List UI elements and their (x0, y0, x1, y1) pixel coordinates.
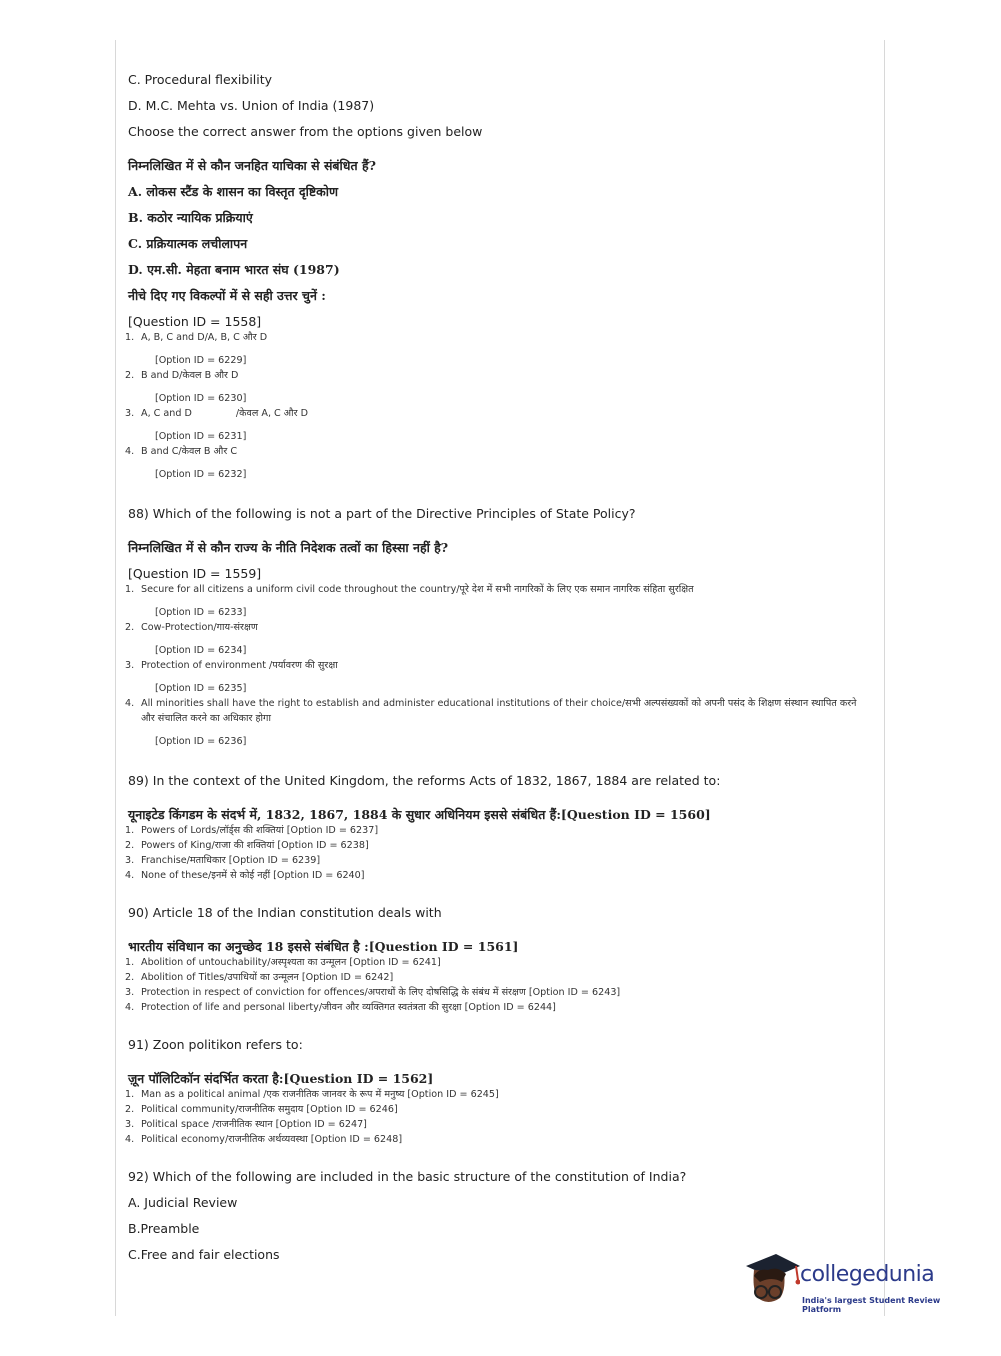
option-id: [Option ID = 6231] (155, 431, 247, 442)
option-id: [Option ID = 6233] (155, 607, 247, 618)
options-list-1562 (125, 1087, 865, 1147)
question-88-hindi: निम्नलिखित में से कौन राज्य के नीति निदेशक तत्वों का हिस्सा नहीं है? (128, 540, 449, 555)
logo-tagline: India's largest Student Review Platform (802, 1296, 941, 1314)
list-item: 3. Protection of environment /पर्यावरण की सुरक्षा [Option ID = 6235] (125, 658, 865, 696)
student-mascot-icon (742, 1246, 800, 1312)
page-border-right (884, 40, 885, 1316)
options-list-1559 (125, 582, 865, 749)
list-item: 1. Man as a political animal /एक राजनीतिक जानवर के रूप में मनुष्य [Option ID = 6245] (125, 1089, 499, 1100)
intro-hindi-d: D. एम.सी. मेहता बनाम भारत संघ (1987) (128, 262, 340, 277)
list-item: 4. None of these/इनमें से कोई नहीं [Option ID = 6240] (125, 870, 365, 881)
page-border-left (115, 40, 116, 1316)
question-92-b: B.Preamble (128, 1221, 200, 1236)
list-item: 2. Powers of King/राजा की शक्तियां [Option ID = 6238] (125, 840, 369, 851)
list-item: 1. A, B, C and D/A, B, C और D [Option ID = 6229] (125, 330, 865, 368)
logo-wordmark: collegedunia (800, 1262, 935, 1287)
intro-line-c: C. Procedural flexibility (128, 72, 273, 87)
options-list-1558 (125, 330, 865, 482)
question-88: 88) Which of the following is not a part of the Directive Principles of State Policy? (128, 506, 636, 521)
option-id: [Option ID = 6235] (155, 683, 247, 694)
option-id: [Option ID = 6229] (155, 355, 247, 366)
list-item: 4. Protection of life and personal liberty/जीवन और व्यक्तिगत स्वतंत्रता की सुरक्षा [Option ID = 6244] (125, 1002, 556, 1013)
list-item: 4. B and C/केवल B और C [Option ID = 6232] (125, 444, 865, 482)
intro-instruction: Choose the correct answer from the options given below (128, 124, 483, 139)
list-item: 2. B and D/केवल B और D [Option ID = 6230] (125, 368, 865, 406)
list-item: 4. Political economy/राजनीतिक अर्थव्यवस्था [Option ID = 6248] (125, 1134, 403, 1145)
question-id-1558: [Question ID = 1558] (128, 314, 262, 329)
list-item: 1. Abolition of untouchability/अस्पृश्यता का उन्मूलन [Option ID = 6241] (125, 957, 441, 968)
intro-hindi-question: निम्नलिखित में से कौन जनहित याचिका से संबंधित हैं? (128, 158, 376, 173)
question-90: 90) Article 18 of the Indian constitution deals with (128, 905, 442, 920)
intro-hindi-a: A. लोकस स्टैंड के शासन का विस्तृत दृष्टिकोण (128, 184, 339, 199)
options-list-1561 (125, 955, 865, 1015)
question-92: 92) Which of the following are included in the basic structure of the constitution of India? (128, 1169, 687, 1184)
question-92-a: A. Judicial Review (128, 1195, 238, 1210)
question-91-hindi: ज़ून पॉलिटिकॉन संदर्भित करता है:[Question ID = 1562] (128, 1071, 434, 1086)
list-item: 2. Political community/राजनीतिक समुदाय [Option ID = 6246] (125, 1104, 398, 1115)
intro-hindi-b: B. कठोर न्यायिक प्रक्रियाएं (128, 210, 253, 225)
option-id: [Option ID = 6232] (155, 469, 247, 480)
list-item: 3. Franchise/मताधिकार [Option ID = 6239] (125, 855, 321, 866)
document-page (125, 72, 868, 1263)
collegedunia-logo (742, 1246, 972, 1316)
list-item: 3. Protection in respect of conviction for offences/अपराधों के लिए दोषसिद्धि के संबंध में संरक्षण [Option ID = 6243] (125, 987, 621, 998)
option-id: [Option ID = 6234] (155, 645, 247, 656)
intro-line-d: D. M.C. Mehta vs. Union of India (1987) (128, 98, 375, 113)
question-id-1559: [Question ID = 1559] (128, 566, 262, 581)
intro-hindi-instruction: नीचे दिए गए विकल्पों में से सही उत्तर चुनें : (128, 288, 326, 303)
question-92-c: C.Free and fair elections (128, 1247, 280, 1262)
list-item: 3. Political space /राजनीतिक स्थान [Option ID = 6247] (125, 1119, 367, 1130)
intro-hindi-c: C. प्रक्रियात्मक लचीलापन (128, 236, 248, 251)
question-89-hindi: यूनाइटेड किंगडम के संदर्भ में, 1832, 1867, 1884 के सुधार अधिनियम इससे संबंधित हैं:[Question ID = 1560] (128, 807, 711, 822)
list-item: 3. A, C and D /केवल A, C और D [Option ID = 6231] (125, 406, 865, 444)
question-90-hindi: भारतीय संविधान का अनुच्छेद 18 इससे संबंधित है :[Question ID = 1561] (128, 939, 519, 954)
question-91: 91) Zoon politikon refers to: (128, 1037, 303, 1052)
list-item: 2. Cow-Protection/गाय-संरक्षण [Option ID = 6234] (125, 620, 865, 658)
question-89: 89) In the context of the United Kingdom, the reforms Acts of 1832, 1867, 1884 are related to: (128, 773, 721, 788)
list-item: 1. Secure for all citizens a uniform civil code throughout the country/पूरे देश में सभी नागरिकों के लिए एक समान नागरिक संहिता सुरक्षित [Option ID = 6233] (125, 582, 865, 620)
option-id: [Option ID = 6236] (155, 736, 247, 747)
options-list-1560 (125, 823, 865, 883)
list-item: 4. All minorities shall have the right to establish and administer educational institutions of their choice/सभी अल्पसंख्यकों को अपनी पसंद के शिक्षण संस्थान स्थापित करने और संचालित करने का अधिकार होगा [Option ID = 6236] (125, 696, 865, 749)
list-item: 2. Abolition of Titles/उपाधियों का उन्मूलन [Option ID = 6242] (125, 972, 394, 983)
list-item: 1. Powers of Lords/लॉर्ड्स की शक्तियां [Option ID = 6237] (125, 825, 379, 836)
option-id: [Option ID = 6230] (155, 393, 247, 404)
